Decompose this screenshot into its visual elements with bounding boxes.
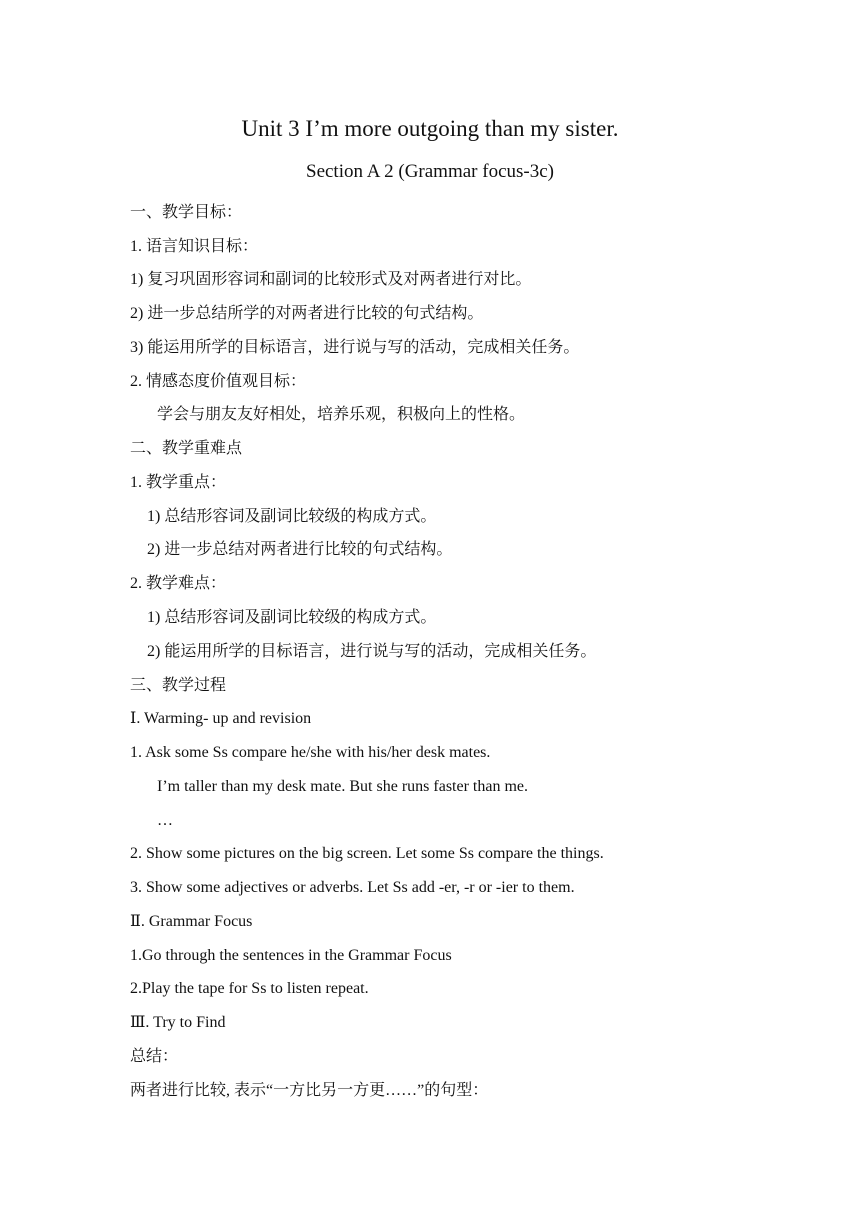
- section-heading-process: 三、教学过程: [130, 677, 227, 694]
- list-item: 3. Show some adjectives or adverbs. Let Ss add -er, -r or -ier to them.: [130, 879, 575, 896]
- list-item: 1) 总结形容词及副词比较级的构成方式。: [147, 609, 437, 626]
- section-heading-objectives: 一、教学目标：: [130, 204, 243, 221]
- ellipsis: …: [157, 812, 173, 829]
- summary-label: 总结：: [130, 1048, 179, 1065]
- example-sentence: I’m taller than my desk mate. But she runs faster than me.: [157, 778, 529, 795]
- list-item: 1. 教学重点：: [130, 474, 227, 491]
- list-item: 1) 总结形容词及副词比较级的构成方式。: [147, 508, 437, 525]
- document-subtitle: Section A 2 (Grammar focus-3c): [306, 161, 554, 182]
- list-item: 2. Show some pictures on the big screen. Let some Ss compare the things.: [130, 845, 604, 862]
- list-item: 2.Play the tape for Ss to listen repeat.: [130, 980, 369, 997]
- list-item: 学会与朋友友好相处，培养乐观，积极向上的性格。: [157, 406, 526, 423]
- list-item: 2) 能运用所学的目标语言，进行说与写的活动，完成相关任务。: [147, 643, 597, 660]
- step-heading: Ⅱ. Grammar Focus: [130, 913, 253, 930]
- list-item: 1. 语言知识目标：: [130, 238, 259, 255]
- document-title: Unit 3 I’m more outgoing than my sister.: [241, 116, 619, 141]
- list-item: 1. Ask some Ss compare he/she with his/her desk mates.: [130, 744, 491, 761]
- list-item: 2. 教学难点：: [130, 575, 227, 592]
- summary-text: 两者进行比较, 表示“一方比另一方更……”的句型：: [130, 1082, 489, 1099]
- list-item: 3) 能运用所学的目标语言，进行说与写的活动，完成相关任务。: [130, 339, 580, 356]
- list-item: 2. 情感态度价值观目标：: [130, 373, 307, 390]
- step-heading: Ⅲ. Try to Find: [130, 1014, 226, 1031]
- step-heading: Ⅰ. Warming- up and revision: [130, 710, 312, 727]
- list-item: 2) 进一步总结所学的对两者进行比较的句式结构。: [130, 305, 484, 322]
- list-item: 1.Go through the sentences in the Grammar Focus: [130, 947, 452, 964]
- section-heading-key-points: 二、教学重难点: [130, 440, 243, 457]
- list-item: 2) 进一步总结对两者进行比较的句式结构。: [147, 541, 453, 558]
- list-item: 1) 复习巩固形容词和副词的比较形式及对两者进行对比。: [130, 271, 532, 288]
